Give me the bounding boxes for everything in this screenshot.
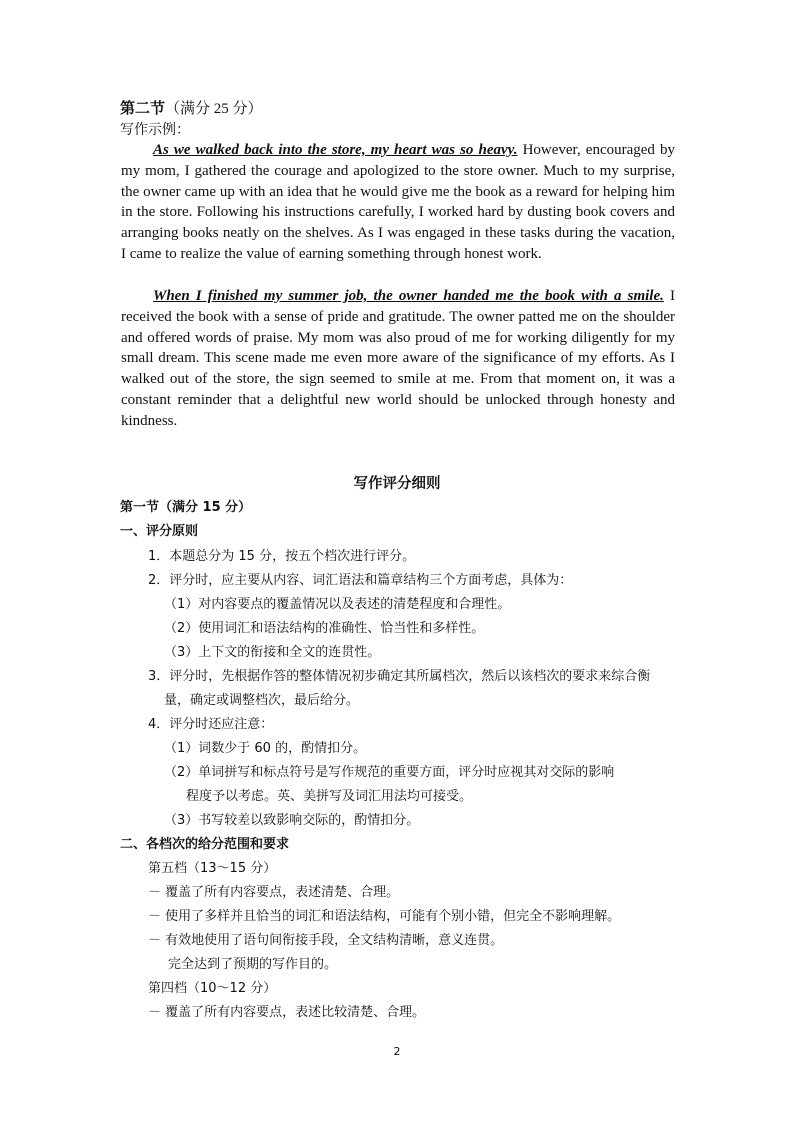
level-5-item: － 使用了多样并且恰当的词汇和语法结构，可能有个别小错，但完全不影响理解。: [148, 909, 621, 924]
principle-2-item-1: （1）对内容要点的覆盖情况以及表述的清楚程度和合理性。: [164, 597, 511, 612]
section2-score-note: （满分 25 分）: [165, 101, 263, 117]
principle-1: 1．本题总分为 15 分，按五个档次进行评分。: [148, 549, 416, 564]
levels-heading: 二、各档次的给分范围和要求: [120, 837, 290, 852]
level-5-heading: 第五档（13～15 分）: [148, 861, 277, 876]
principle-4-item-2-line-1: （2）单词拼写和标点符号是写作规范的重要方面，评分时应视其对交际的影响: [164, 765, 615, 780]
essay-paragraph-2-lead: When I finished my summer job, the owner handed me the book with a smile.: [153, 288, 664, 304]
principle-3-line-1: 3．评分时，先根据作答的整体情况初步确定其所属档次，然后以该档次的要求来综合衡: [148, 669, 651, 684]
principle-4-item-1: （1）词数少于 60 的，酌情扣分。: [164, 741, 367, 756]
rubric-title: 写作评分细则: [353, 476, 441, 492]
section2-heading: [120, 97, 263, 118]
principle-2: 2．评分时，应主要从内容、词汇语法和篇章结构三个方面考虑，具体为：: [148, 573, 573, 588]
essay-paragraph-2-body: I received the book with a sense of pride and gratitude. The owner patted me on the shoulder and offered words of praise. My mom was also proud of me for working diligently for my small dream. This scene made me even more aware of the significance of my efforts. As I walked out of the store, the sign seemed to smile at me. From that moment on, it was a constant reminder that a delightful new world should be unlocked through honesty and kindness.: [121, 288, 675, 429]
level-5-summary: 完全达到了预期的写作目的。: [168, 957, 338, 972]
rubric-section1-heading: 第一节（满分 15 分）: [120, 500, 252, 515]
level-4-heading: 第四档（10～12 分）: [148, 981, 277, 996]
page-number: 2: [393, 1045, 401, 1058]
principle-3-line-2: 量，确定或调整档次，最后给分。: [164, 693, 360, 708]
principle-2-item-3: （3）上下文的衔接和全文的连贯性。: [164, 645, 381, 660]
principle-4-item-3: （3）书写较差以致影响交际的，酌情扣分。: [164, 813, 420, 828]
essay-paragraph-2: [121, 286, 675, 432]
essay-paragraph-1-lead: As we walked back into the store, my heart was so heavy.: [153, 142, 518, 158]
principle-4-item-2-line-2: 程度予以考虑。英、美拼写及词汇用法均可接受。: [186, 789, 473, 804]
essay-paragraph-1: [121, 140, 675, 265]
principles-heading: 一、评分原则: [120, 524, 199, 539]
level-5-item: － 覆盖了所有内容要点，表述清楚、合理。: [148, 885, 400, 900]
level-4-item: － 覆盖了所有内容要点，表述比较清楚、合理。: [148, 1005, 426, 1020]
section2-title: 第二节: [120, 101, 166, 117]
essay-paragraph-1-body: However, encouraged by my mom, I gathered the courage and apologized to the store owner. Much to my surprise, the owner came up with an idea that he would give me the book as a reward for helping him in the store. Following his instructions carefully, I worked hard by dusting book covers and arranging books neatly on the shelves. As I was engaged in these tasks during the vacation, I came to realize the value of earning something through honest work.: [121, 142, 675, 262]
level-5-item: － 有效地使用了语句间衔接手段，全文结构清晰，意义连贯。: [148, 933, 504, 948]
principle-2-item-2: （2）使用词汇和语法结构的准确性、恰当性和多样性。: [164, 621, 485, 636]
principle-4: 4．评分时还应注意：: [148, 717, 274, 732]
sample-label: 写作示例：: [120, 123, 190, 138]
